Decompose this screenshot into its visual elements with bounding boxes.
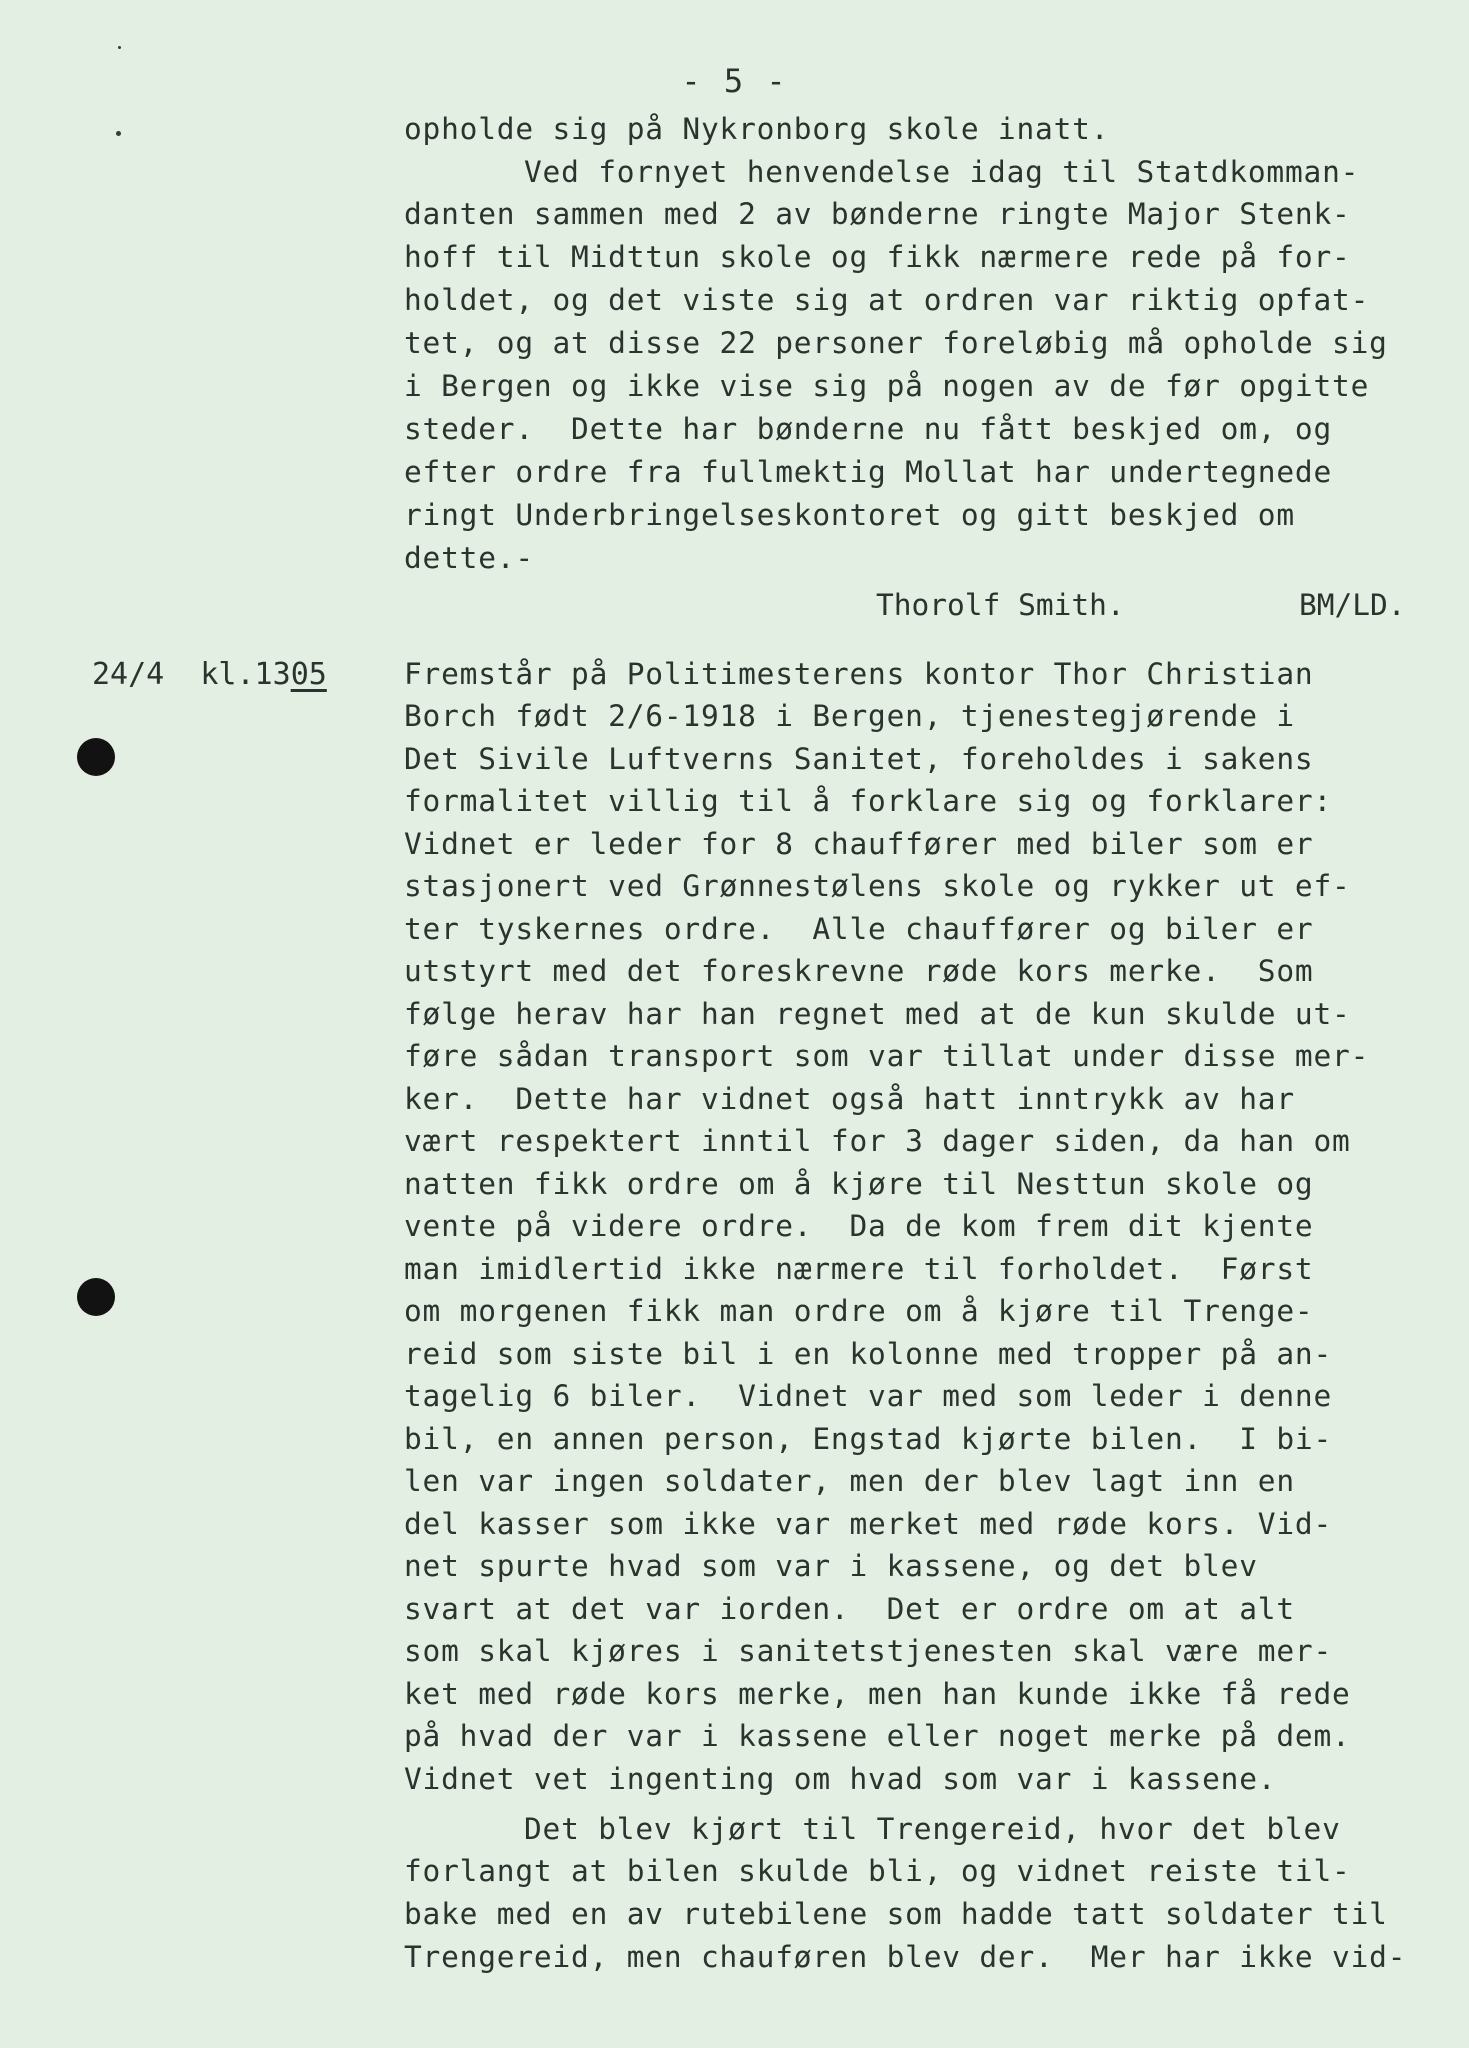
text-line: stasjonert ved Grønnestølens skole og rykker ut ef-: [404, 869, 1351, 903]
text-line: vært respektert inntil for 3 dager siden, da han om: [404, 1124, 1351, 1158]
text-line: bake med en av rutebilene som hadde tatt soldater til: [404, 1897, 1388, 1931]
text-line: i Bergen og ikke vise sig på nogen av de før opgitte: [404, 369, 1370, 403]
text-line: Vidnet vet ingenting om hvad som var i kassene.: [404, 1762, 1277, 1796]
text-line: ket med røde kors merke, men han kunde ikke få rede: [404, 1677, 1351, 1711]
text-line: del kasser som ikke var merket med røde kors. Vid-: [404, 1507, 1333, 1541]
signature-initials: BM/LD.: [1299, 588, 1406, 622]
text-line: net spurte hvad som var i kassene, og det blev: [404, 1549, 1258, 1583]
text-line: vente på videre ordre. Da de kom frem dit kjente: [404, 1209, 1314, 1243]
text-line: steder. Dette har bønderne nu fått beskjed om, og: [404, 412, 1333, 446]
entry-timestamp: [92, 657, 327, 692]
text-line: ter tyskernes ordre. Alle chauffører og biler er: [404, 912, 1314, 946]
text-line: ringt Underbringelseskontoret og gitt beskjed om: [404, 498, 1295, 532]
stray-mark: [116, 131, 121, 136]
entry-time-minutes: 05: [290, 657, 327, 692]
entry-time-prefix: kl.13: [200, 657, 291, 692]
text-line: ker. Dette har vidnet også hatt inntrykk av har: [404, 1082, 1295, 1116]
text-line: opholde sig på Nykronborg skole inatt.: [404, 112, 1110, 146]
text-line: svart at det var iorden. Det er ordre om at alt: [404, 1592, 1295, 1626]
text-line: reid som siste bil i en kolonne med tropper på an-: [404, 1337, 1333, 1371]
text-line: bil, en annen person, Engstad kjørte bilen. I bi-: [404, 1422, 1333, 1456]
text-line: følge herav har han regnet med at de kun skulde ut-: [404, 997, 1351, 1031]
text-line: tagelig 6 biler. Vidnet var med som leder i denne: [404, 1379, 1333, 1413]
text-line: Fremstår på Politimesterens kontor Thor Christian: [404, 657, 1314, 691]
text-line: på hvad der var i kassene eller noget merke på dem.: [404, 1719, 1351, 1753]
text-line: Ved fornyet henvendelse idag til Statdkomman-: [524, 155, 1360, 189]
signature-name: Thorolf Smith.: [876, 588, 1125, 622]
text-line: hoff til Midttun skole og fikk nærmere rede på for-: [404, 240, 1351, 274]
text-line: Vidnet er leder for 8 chauffører med biler som er: [404, 827, 1314, 861]
entry-date: 24/4: [92, 657, 165, 692]
text-line: Det Sivile Luftverns Sanitet, foreholdes i sakens: [404, 742, 1314, 776]
text-line: tet, og at disse 22 personer foreløbig må opholde sig: [404, 326, 1388, 360]
text-line: Trengereid, men chauføren blev der. Mer har ikke vid-: [404, 1940, 1407, 1974]
text-line: som skal kjøres i sanitetstjenesten skal være mer-: [404, 1634, 1333, 1668]
text-line: len var ingen soldater, men der blev lagt inn en: [404, 1464, 1295, 1498]
text-line: efter ordre fra fullmektig Mollat har undertegnede: [404, 455, 1333, 489]
text-line: utstyrt med det foreskrevne røde kors merke. Som: [404, 954, 1314, 988]
text-line: danten sammen med 2 av bønderne ringte Major Stenk-: [404, 197, 1351, 231]
text-line: Det blev kjørt til Trengereid, hvor det blev: [524, 1812, 1341, 1846]
text-line: man imidlertid ikke nærmere til forholdet. Først: [404, 1252, 1314, 1286]
text-line: forlangt at bilen skulde bli, og vidnet reiste til-: [404, 1854, 1351, 1888]
text-line: dette.-: [404, 541, 534, 575]
text-line: Borch født 2/6-1918 i Bergen, tjenestegjørende i: [404, 699, 1295, 733]
page-number: - 5 -: [681, 62, 788, 100]
text-line: formalitet villig til å forklare sig og forklarer:: [404, 784, 1333, 818]
punch-hole: [77, 738, 115, 776]
text-line: holdet, og det viste sig at ordren var riktig opfat-: [404, 283, 1370, 317]
text-line: føre sådan transport som var tillat under disse mer-: [404, 1039, 1370, 1073]
text-line: natten fikk ordre om å kjøre til Nesttun skole og: [404, 1167, 1314, 1201]
text-line: om morgenen fikk man ordre om å kjøre til Trenge-: [404, 1294, 1314, 1328]
stray-mark: [118, 46, 121, 49]
punch-hole: [77, 1278, 115, 1316]
